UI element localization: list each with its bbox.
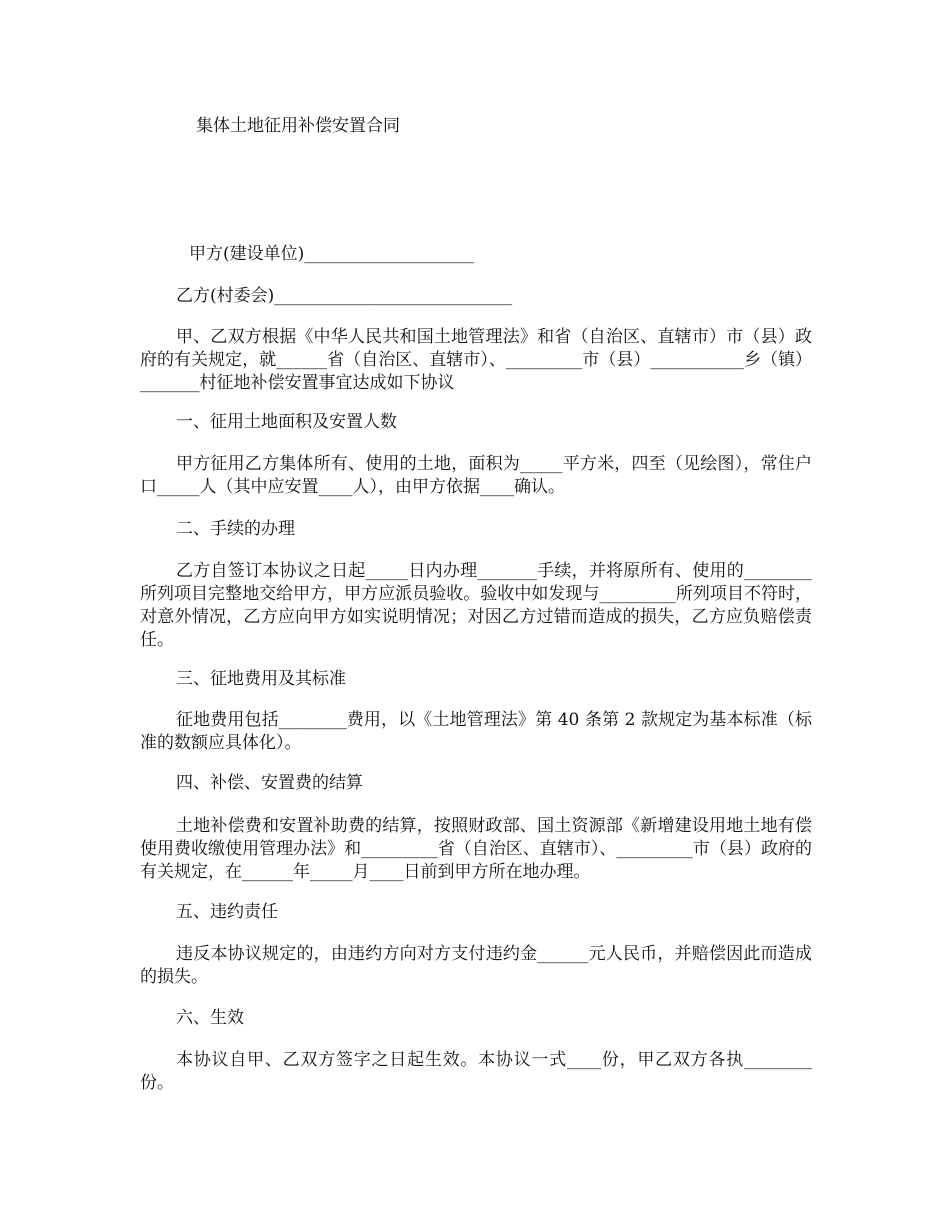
section-2-body: 乙方自签订本协议之日起_____日内办理_______手续，并将原所有、使用的________所列项目完整地交给甲方，甲方应派员验收。验收中如发现与_________所列项目不符时，对意外情况，乙方应向甲方如实说明情况；对因乙方过错而造成的损失，乙方应负赔偿责任。: [140, 561, 812, 650]
section-6-body: 本协议自甲、乙双方签字之日起生效。本协议一式____份，甲乙双方各执________份。: [140, 1050, 812, 1093]
section-5-heading: 五、违约责任: [176, 902, 278, 922]
section-1-body: 甲方征用乙方集体所有、使用的土地，面积为_____平方米，四至（见绘图），常住户口_____人（其中应安置____人），由甲方依据____确认。: [140, 454, 812, 497]
document-title: 集体土地征用补偿安置合同: [196, 116, 400, 136]
party-b-line: 乙方(村委会)____________________________: [176, 286, 513, 306]
section-4-heading: 四、补偿、安置费的结算: [176, 773, 363, 793]
party-a-line: 甲方(建设单位)____________________: [189, 244, 475, 264]
section-3-heading: 三、征地费用及其标准: [176, 669, 346, 689]
section-6-heading: 六、生效: [176, 1008, 244, 1028]
section-2-heading: 二、手续的办理: [176, 519, 295, 539]
section-4-body: 土地补偿费和安置补助费的结算，按照财政部、国土资源部《新增建设用地土地有偿使用费收缴使用管理办法》和_________省（自治区、直辖市）、_________市（县）政府的有关规定，在______年_____月____日前到甲方所在地办理。: [140, 816, 812, 882]
section-1-heading: 一、征用土地面积及安置人数: [176, 412, 397, 432]
intro-paragraph: 甲、乙双方根据《中华人民共和国土地管理法》和省（自治区、直辖市）市（县）政府的有关规定，就______省（自治区、直辖市）、_________市（县）___________乡（镇）_______村征地补偿安置事宜达成如下协议: [140, 327, 812, 393]
section-5-body: 违反本协议规定的，由违约方向对方支付违约金______元人民币，并赔偿因此而造成的损失。: [140, 944, 812, 987]
section-3-body: 征地费用包括________费用，以《土地管理法》第 40 条第 2 款规定为基本标准（标准的数额应具体化）。: [140, 710, 812, 753]
